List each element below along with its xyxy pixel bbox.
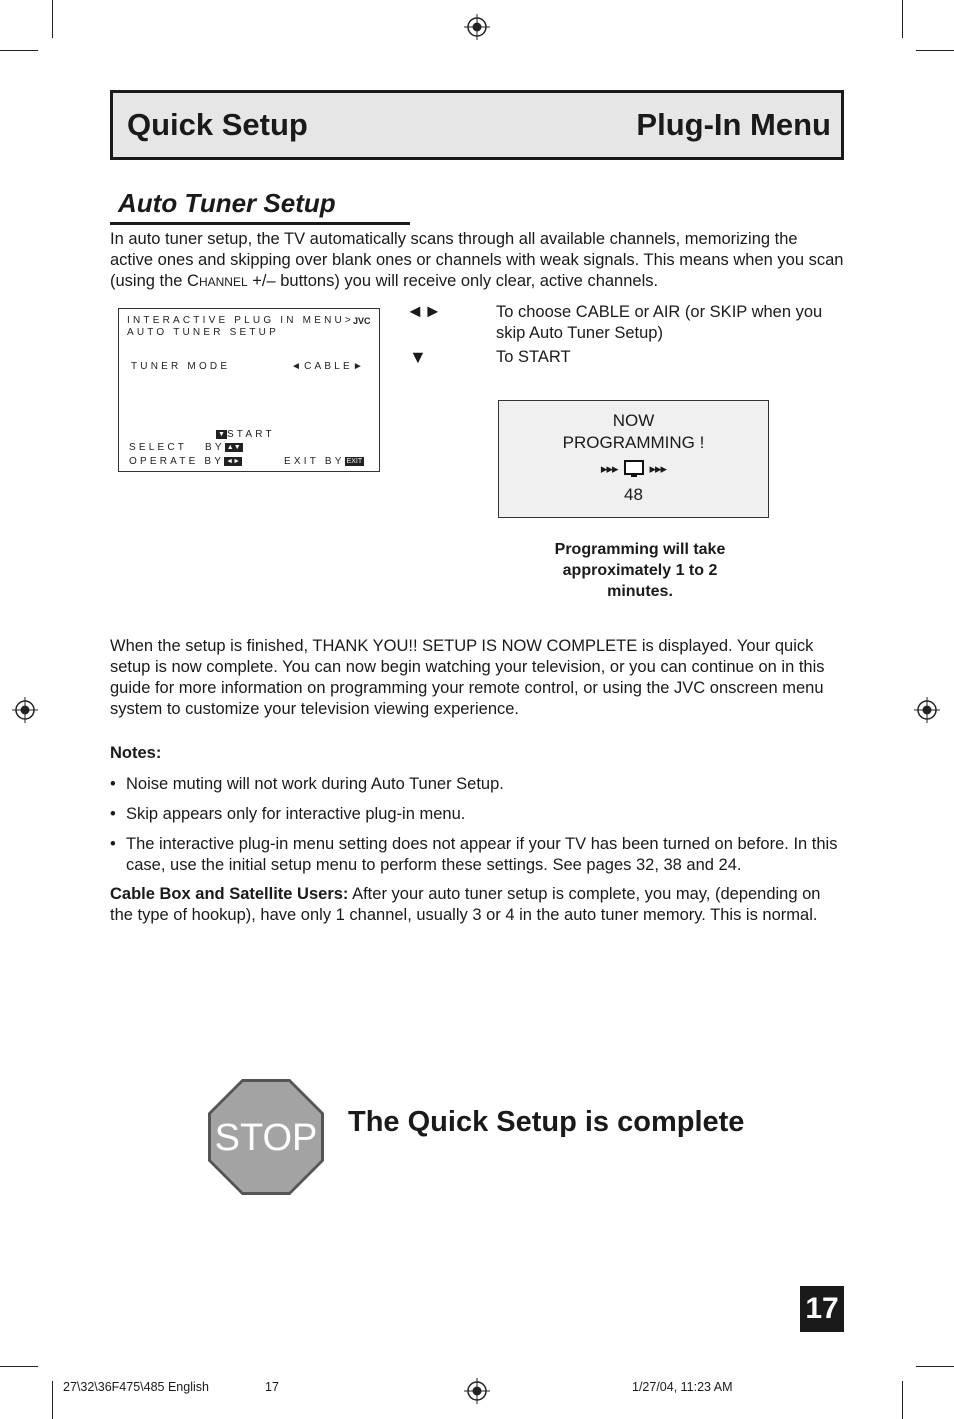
page-number: 17 [800, 1286, 844, 1332]
prog-line2: PROGRAMMING ! [562, 433, 705, 452]
cable-box-label: Cable Box and Satellite Users: [110, 885, 349, 903]
footer-timestamp: 1/27/04, 11:23 AM [632, 1380, 733, 1394]
programming-caption: Programming will take approximately 1 to 2 minutes. [554, 541, 726, 600]
osd-exit-row [284, 456, 364, 467]
osd-start-row [216, 429, 275, 440]
crop-mark [0, 1366, 38, 1367]
notes-title: Notes: [110, 744, 162, 762]
key-desc-left-right: To choose CABLE or AIR (or SKIP when you skip Auto Tuner Setup) [496, 303, 823, 342]
tv-icon [624, 460, 644, 478]
registration-mark-icon [914, 697, 940, 723]
osd-tuner-value: ◄CABLE► [291, 361, 366, 372]
registration-mark-icon [464, 14, 490, 40]
osd-menu-screen [118, 308, 380, 472]
jvc-logo: JVC [353, 316, 371, 326]
stop-sign-text: STOP [214, 1117, 318, 1159]
crop-mark [0, 50, 38, 51]
prog-line1: NOW [612, 411, 655, 430]
crop-mark [902, 0, 903, 38]
crop-mark [916, 1366, 954, 1367]
note-item [110, 834, 850, 876]
arrows-left-icon: ▸▸▸ [600, 461, 618, 476]
osd-select-row [129, 442, 243, 453]
registration-mark-icon [464, 1378, 490, 1404]
bullet: • [110, 835, 116, 853]
up-down-key-icon: ▲▼ [226, 444, 241, 451]
key-desc-down: To START [496, 348, 571, 366]
osd-exit-label: EXIT BY [284, 456, 345, 467]
note-text: Skip appears only for interactive plug-in menu. [126, 805, 466, 823]
prog-channel: 48 [624, 485, 643, 504]
section-underline [110, 222, 410, 225]
left-right-arrow-icon: ◄► [406, 301, 442, 321]
osd-tuner-label: TUNER MODE [131, 361, 231, 372]
programming-screen [498, 400, 769, 518]
crop-mark [52, 1381, 53, 1419]
footer-page: 17 [265, 1380, 279, 1394]
stop-sign-icon [206, 1077, 326, 1197]
exit-key-icon: EXIT [346, 458, 363, 465]
section-title: Auto Tuner Setup [118, 188, 336, 218]
cable-box-text: After your auto tuner setup is complete, you may, (depending on the type of hookup), have only 1 channel, usually 3 or 4 in the auto tuner memory. This is normal. [110, 885, 821, 924]
page-header [110, 90, 844, 160]
note-text: Noise muting will not work during Auto Tuner Setup. [126, 775, 504, 793]
osd-subtitle: AUTO TUNER SETUP [127, 327, 279, 338]
down-arrow-icon: ▼ [409, 347, 427, 367]
quick-setup-complete-title: The Quick Setup is complete [348, 1106, 745, 1138]
intro-text-2: +/– buttons) you will receive only clear, active channels. [247, 272, 659, 290]
osd-start-label: START [226, 429, 275, 440]
bullet: • [110, 805, 116, 823]
left-right-key-icon: ◄► [226, 458, 241, 465]
down-key-icon: ▼ [218, 431, 225, 438]
crop-mark [916, 50, 954, 51]
intro-text-1: In auto tuner setup, the TV automatically scans through all available channels, memorizing the active ones and skipping over blank ones or channels with weak signals. This means when you scan (using the [110, 230, 844, 290]
bullet: • [110, 775, 116, 793]
intro-paragraph [110, 229, 845, 292]
note-item [110, 774, 850, 795]
crop-mark [52, 0, 53, 38]
note-text: The interactive plug-in menu setting does not appear if your TV has been turned on before. In this case, use the initial setup menu to perform these settings. See pages 32, 38 and 24. [126, 835, 838, 874]
footer-file: 27\32\36F475\485 English [63, 1380, 209, 1394]
intro-channel-word: Channel [187, 272, 248, 290]
crop-mark [902, 1381, 903, 1419]
osd-operate-label: OPERATE BY [129, 456, 225, 467]
note-item [110, 804, 850, 825]
header-title-right: Plug-In Menu [636, 107, 831, 142]
osd-operate-row [129, 456, 242, 467]
registration-mark-icon [12, 697, 38, 723]
cable-box-paragraph [110, 884, 845, 926]
osd-menu-title: INTERACTIVE PLUG IN MENU> [127, 315, 354, 326]
arrows-right-icon: ▸▸▸ [649, 461, 667, 476]
osd-select-by: BY [205, 442, 225, 453]
osd-select-label: SELECT [129, 442, 188, 453]
finished-paragraph: When the setup is finished, THANK YOU!! SETUP IS NOW COMPLETE is displayed. Your quick setup is now complete. You can now begin watching your television, or you can continue on in this guide for more information on programming your remote control, or using the JVC onscreen menu system to customize your television viewing experience. [110, 637, 825, 718]
header-title-left: Quick Setup [127, 107, 308, 142]
prog-progress-row [499, 454, 768, 484]
